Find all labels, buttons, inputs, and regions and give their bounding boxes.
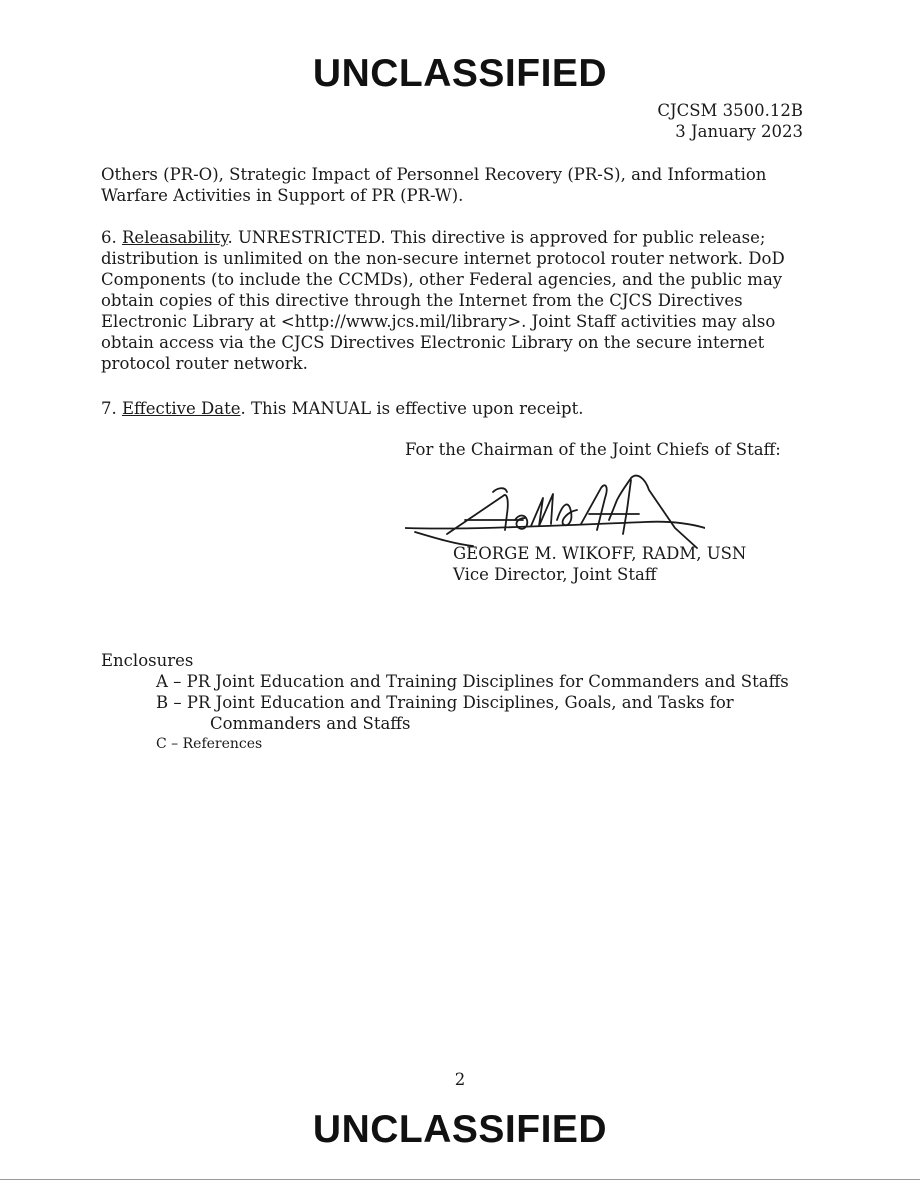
signature-for-line: For the Chairman of the Joint Chiefs of Staff: (405, 440, 781, 459)
doc-number: CJCSM 3500.12B (657, 101, 803, 120)
doc-date: 3 January 2023 (675, 122, 803, 141)
page-bottom-rule (0, 1179, 920, 1180)
classification-banner-top: UNCLASSIFIED (312, 52, 608, 95)
enclosure-item: A – PR Joint Education and Training Disciplines for Commanders and Staffs (156, 672, 789, 691)
page-number: 2 (454, 1070, 466, 1089)
paragraph-text: . UNRESTRICTED. This directive is approved for public release; distribution is unlimited on the non-secure internet protocol router network. DoD Components (to include the CCMDs), other Federal agencies, and the public may obtain copies of this directive through the Internet from the CJCS Directives Electronic Library at <http://www.jcs.mil/library>. Joint Staff activities may also obtain access via the CJCS Directives Electronic Library on the secure internet protocol router network. (101, 228, 785, 373)
paragraph-number: 7. (101, 399, 117, 418)
signatory-name: GEORGE M. WIKOFF, RADM, USN (453, 544, 747, 563)
classification-banner-bottom: UNCLASSIFIED (312, 1108, 608, 1151)
signature-block (453, 543, 746, 585)
paragraph-text: . This MANUAL is effective upon receipt. (240, 399, 584, 418)
paragraph-heading: Effective Date (122, 399, 241, 418)
paragraph-effective-date (101, 398, 807, 419)
enclosures-heading: Enclosures (101, 651, 194, 670)
paragraph-number: 6. (101, 228, 117, 247)
enclosure-item: B – PR Joint Education and Training Disciplines, Goals, and Tasks for Commanders and Staffs (156, 693, 734, 733)
signatory-title: Vice Director, Joint Staff (453, 565, 657, 584)
enclosure-item: C – References (156, 736, 263, 752)
paragraph-heading: Releasability (122, 228, 228, 247)
document-identifier (657, 100, 803, 142)
paragraph-releasability (101, 227, 807, 374)
paragraph-continuation: Others (PR-O), Strategic Impact of Personnel Recovery (PR-S), and Information Warfare Activities in Support of PR (PR-W). (101, 165, 767, 205)
enclosures-list (156, 671, 796, 755)
